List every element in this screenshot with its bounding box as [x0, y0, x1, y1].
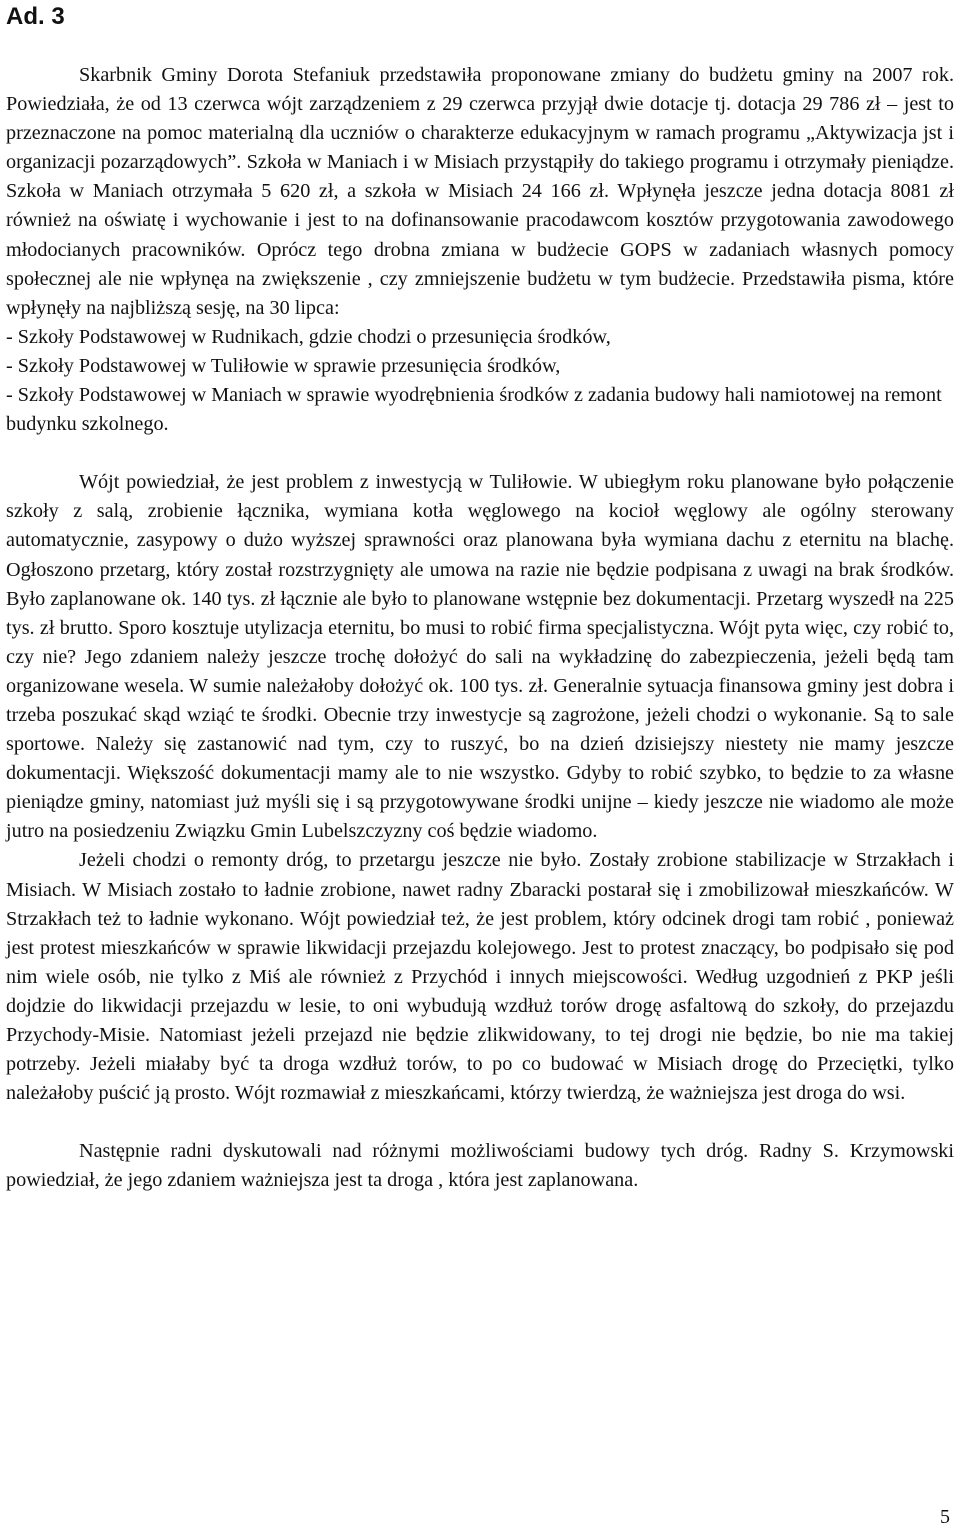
- list-item-tulilow: - Szkoły Podstawowej w Tuliłowie w sprawie przesunięcia środków,: [6, 354, 561, 377]
- document-body: [6, 61, 954, 1195]
- page-number: 5: [940, 1506, 950, 1528]
- paragraph-council-discussion: Następnie radni dyskutowali nad różnymi możliwościami budowy tych dróg. Radny S. Krzymowski powiedział, że jego zdaniem ważniejsza jest ta droga , która jest zaplanowana.: [6, 1140, 954, 1192]
- paragraph-budget-changes: Skarbnik Gminy Dorota Stefaniuk przedstawiła proponowane zmiany do budżetu gminy na 2007 rok. Powiedziała, że od 13 czerwca wójt zarządzeniem z 29 czerwca przyjął dwie dotacje tj. dotacja 29 786 zł – jest to przeznaczone na pomoc materialną dla uczniów o charakterze edukacyjnym w ramach programu „Aktywizacja jst i organizacji pozarządowych”. Szkoła w Maniach i w Misiach przystąpiły do takiego programu i otrzymały pieniądze. Szkoła w Maniach otrzymała 5 620 zł, a szkoła w Misiach 24 166 zł. Wpłynęła jeszcze jedna dotacja 8081 zł również na oświatę i wychowanie i jest to na dofinansowanie pracodawcom kosztów przygotowania zawodowego młodocianych pracowników. Oprócz tego drobna zmiana w budżecie GOPS w zadaniach własnych pomocy społecznej ale nie wpłynęa na zwiększenie , czy zmniejszenie budżetu w tym budżecie. Przedstawiła pisma, które wpłynęły na najbliższą sesję, na 30 lipca:: [6, 64, 954, 319]
- paragraph-spacer: [6, 1108, 954, 1137]
- section-heading: Ad. 3: [6, 3, 65, 30]
- list-item-manie: - Szkoły Podstawowej w Maniach w sprawie wyodrębnienia środków z zadania budowy hali namiotowej na remont budynku szkolnego.: [6, 384, 942, 436]
- list-item-rudniki: - Szkoły Podstawowej w Rudnikach, gdzie chodzi o przesunięcia środków,: [6, 325, 611, 348]
- paragraph-spacer: [6, 439, 954, 468]
- paragraph-road-repairs: Jeżeli chodzi o remonty dróg, to przetargu jeszcze nie było. Zostały zrobione stabilizacje w Strzakłach i Misiach. W Misiach zostało to ładnie zrobione, nawet radny Zbaracki postarał się i zmobilizował mieszkańców. W Strzakłach też to ładnie wykonano. Wójt powiedział też, że jest problem, który odcinek drogi tam robić , ponieważ jest protest mieszkańców w sprawie likwidacji przejazdu kolejowego. Jest to protest znaczący, bo podpisało się pod nim wiele osób, nie tylko z Miś ale również z Przychód i innych miejscowości. Według uzgodnień z PKP jeśli dojdzie do likwidacji przejazdu w lesie, to oni wybudują wzdłuż torów drogę asfaltową do szkoły, do przejazdu Przychody-Misie. Natomiast jeżeli przejazd nie będzie zlikwidowany, to tej drogi nie będzie, bo nie ma takiej potrzeby. Jeżeli miałaby być ta droga wzdłuż torów, to po co budować w Misiach drogę do Przeciętki, tylko należałoby puścić ją prosto. Wójt rozmawiał z mieszkańcami, którzy twierdzą, że ważniejsza jest droga do wsi.: [6, 849, 954, 1105]
- paragraph-tulilow-investment: Wójt powiedział, że jest problem z inwestycją w Tuliłowie. W ubiegłym roku planowane było połączenie szkoły z salą, zrobienie łącznika, wymiana kotła węglowego na kocioł węglowy ale ogólny sterowany automatycznie, zasypowy o dużo wyższej sprawności oraz planowana była wymiana dachu z eternitu na blachę. Ogłoszono przetarg, który został rozstrzygnięty ale umowa na razie nie będzie podpisana z uwagi na brak środków. Było zaplanowane ok. 140 tys. zł łącznie ale było to planowane wstępnie bez dokumentacji. Przetarg wyszedł na 225 tys. zł brutto. Sporo kosztuje utylizacja eternitu, bo musi to robić firma specjalistyczna. Wójt pyta więc, czy robić to, czy nie? Jego zdaniem należy jeszcze trochę dołożyć do sali na wykładzinę do zabezpieczenia, jeżeli będą tam organizowane wesela. W sumie należałoby dołożyć ok. 100 tys. zł. Generalnie sytuacja finansowa gminy jest dobra i trzeba poszukać skąd wziąć te środki. Obecnie trzy inwestycje są zagrożone, jeżeli chodzi o wykonanie. Są to sale sportowe. Należy się zastanowić nad tym, czy to ruszyć, bo na dzień dzisiejszy niestety nie mamy jeszcze dokumentacji. Większość dokumentacji mamy ale to nie wszystko. Gdyby to robić szybko, to będzie to za własne pieniądze gminy, natomiast już myśli się i są przygotowywane środki unijne – kiedy jeszcze nie wiadomo ale może jutro na posiedzeniu Związku Gmin Lubelszczyzny coś będzie wiadomo.: [6, 471, 954, 843]
